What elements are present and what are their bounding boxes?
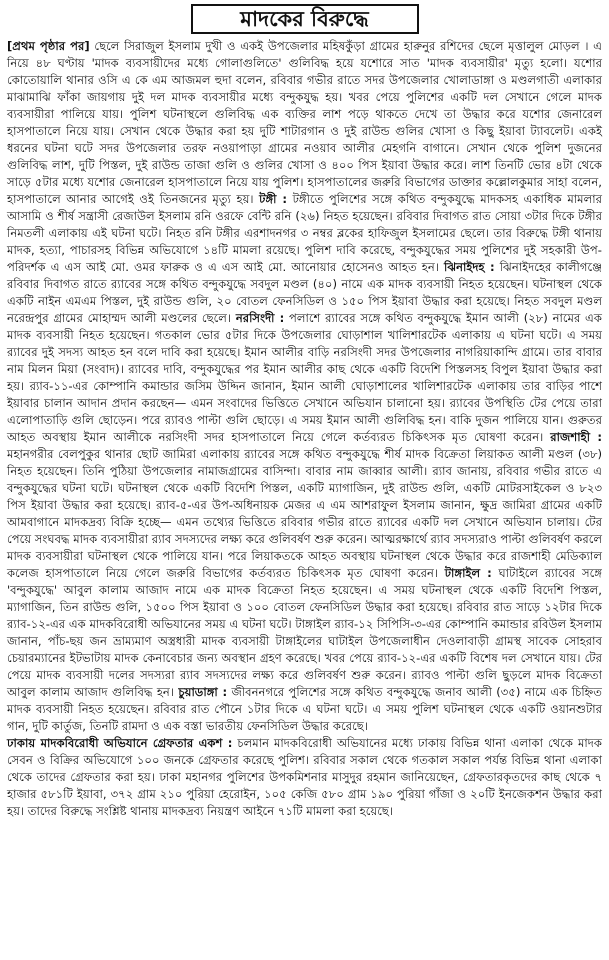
paragraph-text: মহানগরীর বেলপুকুর থানার ছোট জামিরা এলাকায় র‌্যাবের সঙ্গে কথিত বন্দুকযুদ্ধে শীর্ষ মাদক বিক্রেতা লিয়াকত আলী মণ্ডল (৩৮) নিহত হয়েছেন। তিনি পুঠিয়া উপজেলার নামাজগ্রামের বাসিন্দা। বাবার নাম জাব্বার আলী। র‌্যাব জানায়, রবিবার গভীর রাতে এ বন্দুকযুদ্ধের ঘটনা ঘটে। ঘটনাস্থল থেকে একটি বিদেশি পিস্তল, একটি ম্যাগাজিন, দুই রাউন্ড গুলি, একটি মোটরসাইকেল ও ৮২৩ পিস ইয়াবা উদ্ধার করা হয়েছে। র‌্যাব-৫-এর উপ-অধিনায়ক মেজর এ এম আশরাফুল ইসলাম জানান, ক্ষুদ্র জামিরা গ্রামের একটি আমবাগানে মাদকদ্রব্য বিক্রি হচ্ছে— এমন তথ্যের ভিত্তিতে রবিবার গভীর রাতে র‌্যাবের একটি দল সেখানে অভিযান চালায়। টের পেয়ে সংঘবদ্ধ মাদক ব্যবসায়ীরা র‌্যাব সদস্যদের লক্ষ্য করে গুলিবর্ষণ শুরু করেন। আত্মরক্ষার্থে র‌্যাব সদস্যরাও পাল্টা গুলিবর্ষণ করলে মাদক ব্যবসায়ীরা ঘটনাস্থল থেকে পালিয়ে যান। পরে লিয়াকতকে আহত অবস্থায় ঘটনাস্থল থেকে উদ্ধার করে রাজশাহী মেডিক্যাল কলেজ হাসপাতালে নিয়ে গেলে জরুরি বিভাগের কর্তব্যরত চিকিৎসক মৃত ঘোষণা করেন। [7,447,602,580]
paragraph-lead: ঢাকায় মাদকবিরোধী অভিযানে গ্রেফতার একশ : [7,736,233,750]
article-headline: মাদকের বিরুদ্ধে [240,6,369,31]
location-subhead: রাজশাহী : [550,430,602,444]
location-subhead: ঝিনাইদহ : [444,260,495,274]
paragraph-lead: [প্রথম পৃষ্ঠার পর] [7,39,90,53]
paragraph-text: ঝিনাইদহের কালীগঞ্জে রবিবার দিবাগত রাতে র‌্যাবের সঙ্গে কথিত বন্দুকযুদ্ধে সবদুল মণ্ডল (৪০) নামে এক মাদক ব্যবসায়ী নিহত হয়েছেন। ঘটনাস্থল থেকে একটি নাইন এমএম পিস্তল, দুই রাউন্ড গুলি, ২০ বোতল ফেনসিডিল ও ১৫০ পিস ইয়াবা উদ্ধার করা হয়েছে। নিহত সবদুল মণ্ডল নরেন্দ্রপুর গ্রামের মোহাম্মদ আলী মণ্ডলের ছেলে। [7,260,603,325]
paragraph-text: জীবননগরে পুলিশের সঙ্গে কথিত বন্দুকযুদ্ধে জনাব আলী (৩৫) নামে এক চিহ্নিত মাদক ব্যবসায়ী নিহত হয়েছেন। রবিবার রাত পৌনে ১টার দিকে এ ঘটনা ঘটে। এ সময় পুলিশ ঘটনাস্থল থেকে একটি ওয়ানশুটার গান, দুটি কার্তুজ, তিনটি রামদা ও এক বস্তা ভারতীয় ফেনসিডিল উদ্ধার করেছে। [7,685,602,733]
location-subhead: নরসিংদী : [235,311,285,325]
headline-box [191,4,419,34]
paragraph-text: ঘাটাইলে র‌্যাবের সঙ্গে 'বন্দুকযুদ্ধে' আবুল কালাম আজাদ নামে এক মাদক বিক্রেতা নিহত হয়েছেন। এ সময় ঘটনাস্থল থেকে একটি বিদেশি পিস্তল, ম্যাগাজিন, তিন রাউন্ড গুলি, ১৫০০ পিস ইয়াবা ও ১০০ বোতল ফেনসিডিল উদ্ধার করা হয়েছে। রবিবার রাত সাড়ে ১২টার দিকে র‌্যাব-১২-এর এক মাদকবিরোধী অভিযানের সময় এ ঘটনা ঘটে। টাঙ্গাইল র‌্যাব-১২ সিপিসি-৩-এর কোম্পানি কমান্ডার রবিউল ইসলাম জানান, পাঁচ-ছয় জন ভ্রাম্যমাণ অস্ত্রধারী মাদক ব্যবসায়ী টাঙ্গাইলের ঘাটাইল উপজেলাধীন দেওলাবাড়ী গ্রামস্থ সাবেক সোহরাব চেয়ারম্যানের ইটভাটায় মাদক কেনাবেচার জন্য অবস্থান গ্রহণ করেছে। খবর পেয়ে র‌্যাব-১২-এর একটি বিশেষ দল সেখানে যায়। টের পেয়ে মাদক ব্যবসায়ী দলের সদস্যরা র‌্যাব সদস্যদের লক্ষ্য করে গুলিবর্ষণ শুরু করেন। র‌্যাবও পাল্টা গুলি ছুড়লে মাদক বিক্রেতা আবুল কালাম আজাদ গুলিবিদ্ধ হন। [7,566,602,699]
location-subhead: চুয়াডাঙ্গা : [178,685,228,699]
article-paragraph [7,38,602,735]
location-subhead: টঙ্গী : [259,192,288,206]
paragraph-text: টঙ্গীতে পুলিশের সঙ্গে কথিত বন্দুকযুদ্ধে মাদকসহ একাধিক মামলার আসামি ও শীর্ষ সন্ত্রাসী রেজাউল ইসলাম রনি ওরফে বেন্টি রনি (২৬) নিহত হয়েছেন। রবিবার দিবাগত রাত সোয়া ৩টার দিকে টঙ্গীর নিমতলী এলাকায় এই ঘটনা ঘটে। নিহত রনি টঙ্গীর এরশাদনগর ৩ নম্বর ব্লকের হাফিজুল ইসলামের ছেলে। তার বিরুদ্ধে টঙ্গী থানায় মাদক, হত্যা, পাচারসহ বিভিন্ন অভিযোগে ১৪টি মামলা রয়েছে। পুলিশ দাবি করেছে, বন্দুকযুদ্ধের সময় পুলিশের দুই সহকারী উপ-পরিদর্শক এ এস আই মো. ওমর ফারুক ও এ এস আই মো. আনোয়ার হোসেনও আহত হন। [7,192,602,274]
location-subhead: টাঙ্গাইল : [444,566,492,580]
paragraph-text: পলাশে র‌্যাবের সঙ্গে কথিত বন্দুকযুদ্ধে ইমান আলী (২৮) নামের এক মাদক ব্যবসায়ী নিহত হয়েছেন। গতকাল ভোর ৫টার দিকে উপজেলার ঘোড়াশাল খালিশারটেক এলাকায় এ ঘটনা ঘটে। এ সময় র‌্যাবের দুই সদস্য আহত হন বলে দাবি করা হয়েছে। ইমান আলীর বাড়ি নরসিংদী সদর উপজেলার নাগরিয়াকান্দি গ্রামে। তার বাবার নাম মিলন মিয়া (সংবাদ)। র‌্যাবের দাবি, বন্দুকযুদ্ধের পর ইমান আলীর কাছ থেকে একটি বিদেশি পিস্তলসহ বিপুল ইয়াবা উদ্ধার করা হয়। র‌্যাব-১১-এর কোম্পানি কমান্ডার জসিম উদ্দিন জানান, ইমান আলী ঘোড়াশালের খালিশারটেক এলাকায় তার বাড়ির পাশে ইয়াবার চালান আদান প্রদান করছেন— এমন সংবাদের ভিত্তিতে সেখানে অভিযান চালানো হয়। র‌্যাবের উপস্থিতি টের পেয়ে তারা এলোপাতাড়ি গুলি ছোড়েন। পরে র‌্যাবও পাল্টা গুলি ছোড়ে। এ সময় ইমান আলী গুলিবিদ্ধ হন। বাকি দুজন পালিয়ে যান। গুরুতর আহত অবস্থায় ইমান আলীকে নরসিংদী সদর হাসপাতালে নিয়ে গেলে কর্তব্যরত চিকিৎসক মৃত ঘোষণা করেন। [7,311,602,444]
paragraph-text: চলমান মাদকবিরোধী অভিযানের মধ্যে ঢাকায় বিভিন্ন থানা এলাকা থেকে মাদক সেবন ও বিক্রির অভিযোগে ১০০ জনকে গ্রেফতার করেছে পুলিশ। রবিবার সকাল থেকে গতকাল সকাল পর্যন্ত বিভিন্ন থানা এলাকা থেকে তাদের গ্রেফতার করা হয়। ঢাকা মহানগর পুলিশের উপকমিশনার মাসুদুর রহমান জানিয়েছেন, গ্রেফতারকৃতদের কাছ থেকে ৭ হাজার ৫৮১টি ইয়াবা, ৩৭২ গ্রাম ২১০ পুরিয়া হেরোইন, ১০৫ কেজি ৫৮০ গ্রাম ১৯০ পুরিয়া গাঁজা ও ২০টি ইনজেকশন উদ্ধার করা হয়। তাদের বিরুদ্ধে সংশ্লিষ্ট থানায় মাদকদ্রব্য নিয়ন্ত্রণ আইনে ৭১টি মামলা করা হয়েছে। [7,736,602,818]
article-body [7,38,602,820]
paragraph-text: ছেলে সিরাজুল ইসলাম দুখী ও একই উপজেলার মহিষকুঁড়া গ্রামের হারুনুর রশিদের ছেলে মৃত্তালুল মোড়ল । এ নিয়ে ৪৮ ঘণ্টায় 'মাদক ব্যবসায়ীদের মধ্যে গোলাগুলিতে' গুলিবিদ্ধ হয়ে যশোরে সাত 'মাদক ব্যবসায়ীর' মৃত্যু হলো। যশোর কোতোয়ালি থানার ওসি এ কে এম আজমল হুদা বলেন, রবিবার গভীর রাতে সদর উপজেলার খোলাডাঙ্গা ও মণ্ডলগাতী এলাকার মাঝামাঝি ফাঁকা জায়গায় দুই দল মাদক ব্যবসায়ীর মধ্যে বন্দুকযুদ্ধ হয়। খবর পেয়ে পুলিশের একটি দল সেখানে গেলে মাদক ব্যবসায়ীরা পালিয়ে যায়। পুলিশ ঘটনাস্থলে গুলিবিদ্ধ এক ব্যক্তির লাশ পড়ে থাকতে দেখে তা উদ্ধার করে যশোর জেনারেল হাসপাতালে নিয়ে যায়। সেখান থেকে উদ্ধার করা হয় দুটি শাটারগান ও দুই রাউন্ড গুলির খোসা ও কিছু ইয়াবা ট্যাবলেট। একই ধরনের ঘটনা ঘটে সদর উপজেলার তরফ নওয়াপাড়া গ্রামের নওয়াব আলীর মেহগনি বাগানে। সেখান থেকে পুলিশ দুজনের গুলিবিদ্ধ লাশ, দুটি পিস্তল, দুই রাউন্ড তাজা গুলি ও গুলির খোসা ও ৪০০ পিস ইয়াবা উদ্ধার করে। লাশ তিনটি ভোর ৪টা থেকে সাড়ে ৫টার মধ্যে যশোর জেনারেল হাসপাতালে নিয়ে যায় পুলিশ। হাসপাতালের জরুরি বিভাগের ডাক্তার কল্লোলকুমার সাহা বলেন, হাসপাতালে আনার আগেই ওই তিনজনের মৃত্যু হয়। [7,39,602,206]
article-paragraph [7,735,602,820]
